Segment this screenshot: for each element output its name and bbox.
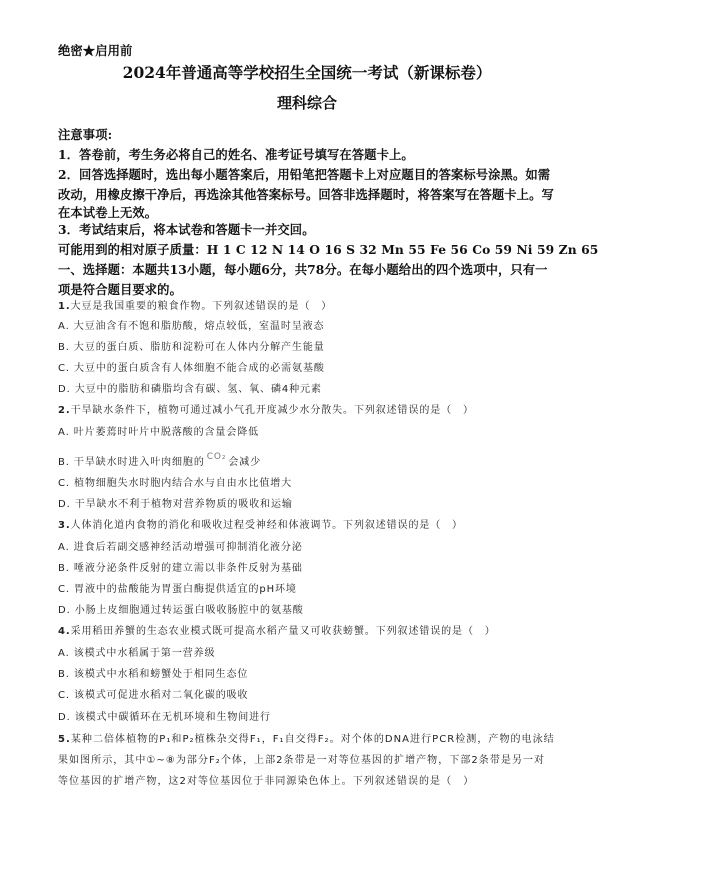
option-c: C. 大豆中的蛋白质含有人体细胞不能合成的必需氨基酸 bbox=[58, 363, 325, 374]
note-line: 3．考试结束后，将本试卷和答题卡一并交回。 bbox=[58, 222, 315, 237]
option-d: D. 该模式中碳循环在无机环境和生物间进行 bbox=[58, 712, 271, 723]
question-number: 5. bbox=[58, 734, 71, 745]
option-a: A. 叶片萎蔫时叶片中脱落酸的含量会降低 bbox=[58, 427, 260, 438]
section-instructions: 一、选择题：本题共13小题，每小题6分，共78分。在每小题给出的四个选项中，只有一 bbox=[58, 262, 548, 277]
question-2-stem bbox=[58, 406, 474, 416]
question-number: 1. bbox=[58, 301, 71, 312]
question-number: 4. bbox=[58, 626, 71, 637]
note-line: 在本试卷上无效。 bbox=[58, 205, 158, 220]
question-number: 3. bbox=[58, 520, 71, 531]
option-d: D. 干旱缺水不利于植物对营养物质的吸收和运输 bbox=[58, 499, 293, 510]
option-c: C. 该模式可促进水稻对二氧化碳的吸收 bbox=[58, 690, 249, 701]
option-a: A. 大豆油含有不饱和脂肪酸，熔点较低，室温时呈液态 bbox=[58, 321, 325, 332]
question-1-stem bbox=[58, 302, 332, 312]
stem-text: 人体消化道内食物的消化和吸收过程受神经和体液调节。下列叙述错误的是（ ） bbox=[70, 520, 463, 531]
question-3-stem bbox=[58, 521, 463, 531]
stem-text: 采用稻田养蟹的生态农业模式既可提高水稻产量又可收获螃蟹。下列叙述错误的是（ ） bbox=[70, 626, 496, 637]
option-a: A. 该模式中水稻属于第一营养级 bbox=[58, 648, 216, 659]
note-line: 2．回答选择题时，选出每小题答案后，用铅笔把答题卡上对应题目的答案标号涂黑。如需 bbox=[58, 167, 551, 182]
atomic-masses: 可能用到的相对原子质量：H 1 C 12 N 14 O 16 S 32 Mn 55 Fe 56 Co 59 Ni 59 Zn 65 bbox=[58, 242, 599, 257]
question-5-stem bbox=[58, 735, 555, 745]
co2-formula: CO₂ bbox=[206, 452, 227, 462]
option-b bbox=[58, 452, 262, 468]
stem-text: 干旱缺水条件下，植物可通过减小气孔开度减少水分散失。下列叙述错误的是（ ） bbox=[70, 405, 474, 416]
question-number: 2. bbox=[58, 405, 71, 416]
secret-label: 绝密★启用前 bbox=[58, 43, 133, 58]
stem-text: 某种二倍体植物的P₁和P₂植株杂交得F₁，F₁自交得F₂。对个体的DNA进行PCR检测，产物的电泳结 bbox=[70, 734, 555, 745]
exam-title: 2024年普通高等学校招生全国统一考试（新课标卷） bbox=[122, 63, 492, 82]
option-c: C. 胃液中的盐酸能为胃蛋白酶提供适宜的pH环境 bbox=[58, 584, 297, 595]
section-instructions: 项是符合题目要求的。 bbox=[58, 282, 182, 297]
option-d: D. 小肠上皮细胞通过转运蛋白吸收肠腔中的氨基酸 bbox=[58, 605, 304, 616]
option-text: 会减少 bbox=[228, 457, 262, 468]
question-4-stem bbox=[58, 627, 496, 637]
question-5-stem-line: 等位基因的扩增产物，这2对等位基因位于非同源染色体上。下列叙述错误的是（ ） bbox=[58, 776, 475, 787]
option-b: B. 唾液分泌条件反射的建立需以非条件反射为基础 bbox=[58, 563, 303, 574]
question-5-stem-line: 果如图所示，其中①~⑧为部分F₂个体，上部2条带是一对等位基因的扩增产物，下部2条带是另一对 bbox=[58, 755, 546, 766]
option-d: D. 大豆中的脂肪和磷脂均含有碳、氢、氧、磷4种元素 bbox=[58, 384, 322, 395]
option-b: B. 该模式中水稻和螃蟹处于相同生态位 bbox=[58, 669, 249, 680]
option-text: B. 干旱缺水时进入叶肉细胞的 bbox=[58, 457, 205, 468]
stem-text: 大豆是我国重要的粮食作物。下列叙述错误的是（ ） bbox=[70, 301, 333, 312]
note-line: 改动，用橡皮擦干净后，再选涂其他答案标号。回答非选择题时，将答案写在答题卡上。写 bbox=[58, 187, 554, 202]
subject-title: 理科综合 bbox=[276, 94, 337, 112]
note-line: 1．答卷前，考生务必将自己的姓名、准考证号填写在答题卡上。 bbox=[58, 147, 414, 162]
notes-heading: 注意事项: bbox=[58, 127, 113, 142]
option-b: B. 大豆的蛋白质、脂肪和淀粉可在人体内分解产生能量 bbox=[58, 342, 325, 353]
option-a: A. 进食后若副交感神经活动增强可抑制消化液分泌 bbox=[58, 542, 303, 553]
option-c: C. 植物细胞失水时胞内结合水与自由水比值增大 bbox=[58, 478, 293, 489]
